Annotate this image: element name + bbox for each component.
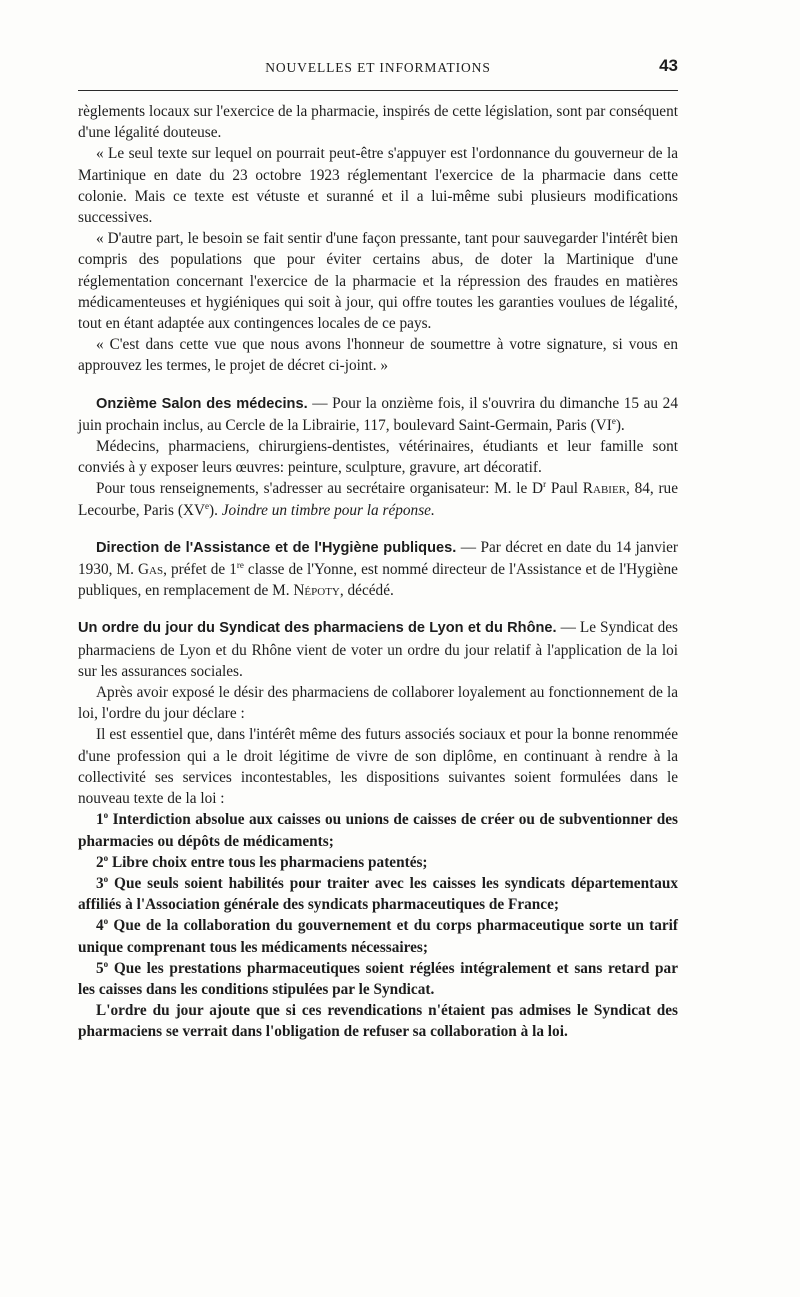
list-item bbox=[78, 958, 678, 1000]
syndicat-section bbox=[78, 617, 678, 1042]
text-run: — Le Syndicat des pharmaciens de Lyon et du Rhône vient de voter un ordre du jour relatif à l'application de la loi sur les assurances sociales. bbox=[78, 619, 679, 680]
page-body bbox=[78, 101, 678, 1043]
paragraph: Il est essentiel que, dans l'intérêt même des futurs associés sociaux et pour la bonne renommée d'une profession qui a le droit légitime de vivre de son diplôme, en continuant à rendre à la collectivité ses services incontestables, les dispositions suivantes soient formulées dans le nouveau texte de la loi : bbox=[78, 726, 678, 808]
text-run: , décédé. bbox=[339, 582, 394, 600]
superscript: r bbox=[543, 479, 547, 490]
item-text: Interdiction absolue aux caisses ou unions de caisses de créer ou de subventionner des pharmacies ou dépôts de médicaments; bbox=[78, 811, 678, 850]
superscript: o bbox=[103, 873, 109, 884]
intro-section bbox=[78, 101, 678, 377]
paragraph bbox=[78, 617, 678, 682]
section-title: Onzième Salon des médecins. bbox=[96, 395, 308, 412]
superscript: o bbox=[103, 852, 109, 863]
text-run: ). bbox=[209, 501, 222, 519]
paragraph bbox=[78, 393, 678, 436]
list-item bbox=[78, 915, 678, 957]
section-title: Un ordre du jour du Syndicat des pharmaciens de Lyon et du Rhône. bbox=[78, 620, 557, 637]
text-run: Pour tous renseignements, s'adresser au secrétaire organisateur: M. le D bbox=[96, 480, 544, 498]
paragraph: Après avoir exposé le désir des pharmaciens de collaborer loyalement au fonctionnement de la loi, l'ordre du jour déclare : bbox=[78, 684, 678, 723]
person-name: Rabier bbox=[582, 480, 626, 498]
text-run: classe de l'Yonne, est nommé directeur de l'Assistance et de l'Hygiène publiques, en remplacement de M. bbox=[78, 561, 678, 600]
text-run: , préfet de 1 bbox=[163, 561, 237, 579]
italic-note: Joindre un timbre pour la réponse. bbox=[221, 501, 435, 519]
item-number: 4 bbox=[96, 917, 104, 935]
paragraph bbox=[78, 537, 678, 602]
paragraph: Médecins, pharmaciens, chirurgiens-dentistes, vétérinaires, étudiants et leur famille sont conviés à y exposer leurs œuvres: peinture, sculpture, gravure, art décoratif. bbox=[78, 438, 678, 477]
item-number: 1 bbox=[96, 811, 104, 829]
list-item bbox=[78, 809, 678, 851]
paragraph bbox=[78, 478, 678, 520]
list-item bbox=[78, 852, 678, 873]
superscript: e bbox=[205, 500, 210, 511]
person-name: Népoty bbox=[293, 582, 340, 600]
direction-section bbox=[78, 537, 678, 602]
text-run: — Pour la onzième fois, il s'ouvrira du dimanche 15 au 24 juin prochain inclus, au Cercle de la Librairie, 117, boulevard Saint-Germain, Paris (VI bbox=[78, 394, 678, 434]
text-run: — Par décret en date du 14 janvier 1930, M. bbox=[78, 538, 678, 579]
text-run: Paul bbox=[546, 480, 583, 498]
paragraph: L'ordre du jour ajoute que si ces revendications n'étaient pas admises le Syndicat des pharmaciens se verrait dans l'obligation de refuser sa collaboration à la loi. bbox=[78, 1002, 678, 1041]
page-number: 43 bbox=[659, 56, 678, 75]
paragraph: règlements locaux sur l'exercice de la pharmacie, inspirés de cette législation, sont par conséquent d'une légalité douteuse. bbox=[78, 103, 678, 142]
running-title: NOUVELLES ET INFORMATIONS bbox=[265, 60, 491, 75]
item-number: 3 bbox=[96, 874, 104, 892]
item-text: Que seuls soient habilités pour traiter avec les caisses les syndicats départementaux affiliés à l'Association générale des syndicats pharmaceutiques de France; bbox=[78, 874, 678, 914]
page-header bbox=[78, 56, 678, 84]
list-item bbox=[78, 873, 678, 915]
item-text: Que les prestations pharmaceutiques soient réglées intégralement et sans retard par les caisses dans les conditions stipulées par le Syndicat. bbox=[78, 959, 678, 998]
salon-section bbox=[78, 393, 678, 521]
item-number: 5 bbox=[96, 959, 104, 977]
paragraph: « Le seul texte sur lequel on pourrait peut-être s'appuyer est l'ordonnance du gouverneur de la Martinique en date du 23 octobre 1923 réglementant l'exercice de la pharmacie dans cette colonie. Mais ce texte est vétuste et suranné et il a lui-même subi plusieurs modifications successives. bbox=[78, 145, 678, 227]
paragraph: « D'autre part, le besoin se fait sentir d'une façon pressante, tant pour sauvegarder l'intérêt bien compris des populations que pour éviter certains abus, de doter la Martinique d'une réglementation concernant l'exercice de la pharmacie et la répression des fraudes en matières médicamenteuses et hygiéniques qui soit à jour, qui offre toutes les garanties voulues de légalité, tout en étant adaptée aux contingences locales de ce pays. bbox=[78, 230, 678, 333]
superscript: o bbox=[103, 958, 109, 969]
text-run: , 84, rue Lecourbe, Paris (XV bbox=[78, 480, 678, 519]
text-run: ). bbox=[615, 416, 625, 434]
section-title: Direction de l'Assistance et de l'Hygiène publiques. bbox=[96, 539, 457, 556]
person-name: Gas bbox=[137, 561, 164, 579]
superscript: e bbox=[611, 415, 616, 426]
item-text: Que de la collaboration du gouvernement et du corps pharmaceutique sorte un tarif unique comprenant tous les médicaments nécessaires; bbox=[78, 917, 678, 956]
superscript: o bbox=[103, 916, 109, 927]
item-number: 2 bbox=[96, 853, 104, 871]
item-text: Libre choix entre tous les pharmaciens patentés; bbox=[108, 853, 428, 871]
paragraph: « C'est dans cette vue que nous avons l'honneur de soumettre à votre signature, si vous en approuvez les termes, le projet de décret ci-joint. » bbox=[78, 336, 678, 375]
header-rule bbox=[78, 90, 678, 91]
superscript: re bbox=[236, 559, 244, 570]
superscript: o bbox=[103, 810, 109, 821]
